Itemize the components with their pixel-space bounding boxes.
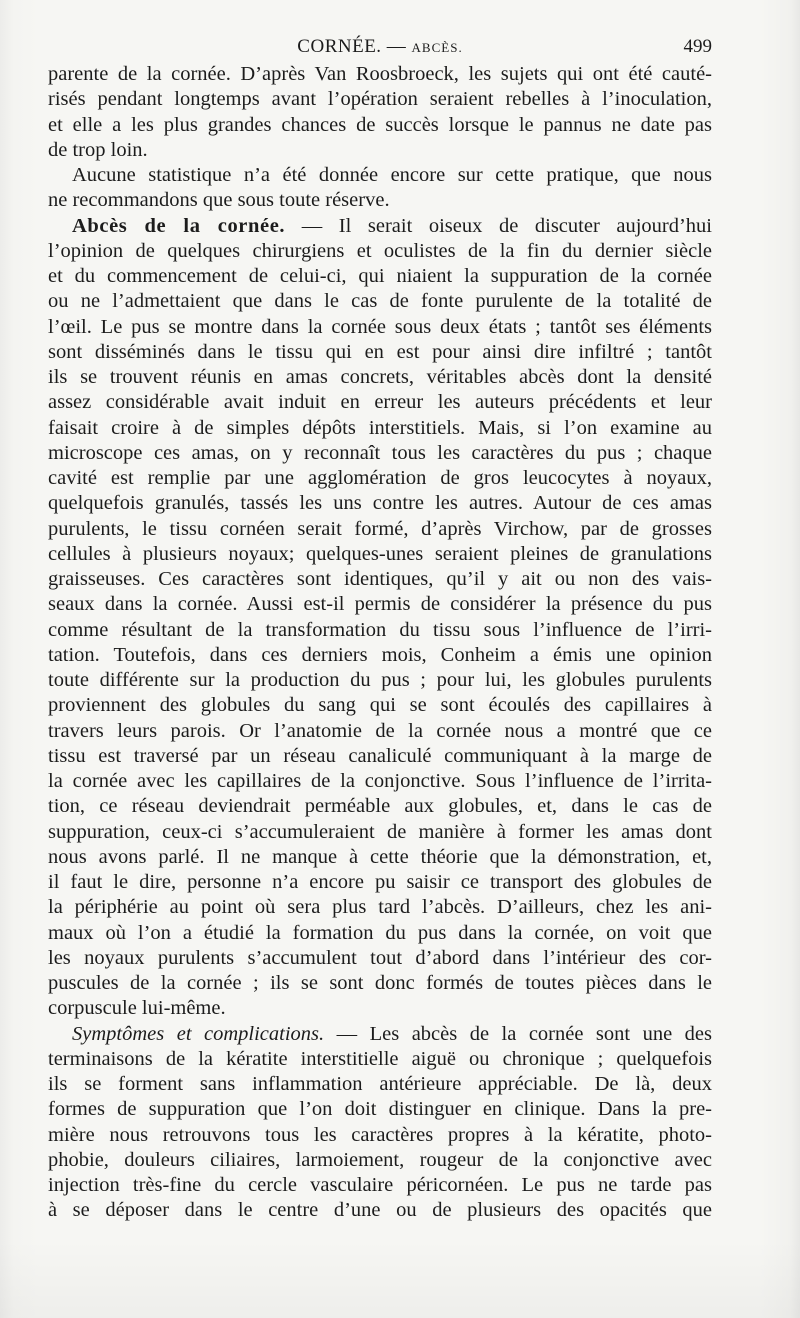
text-line: corpuscule lui-même. <box>48 997 226 1020</box>
page-lower-margin <box>0 1240 800 1318</box>
text-line: seaux dans la cornée. Aussi est-il permis de considérer la présence du pus <box>48 593 712 616</box>
running-title <box>48 34 712 61</box>
text-line: terminaisons de la kératite interstitielle aiguë ou chronique ; quelquefois <box>48 1047 712 1070</box>
text-line: il faut le dire, personne n’a encore pu saisir ce transport des globules de <box>48 871 712 893</box>
text-line: microscope ces amas, on y reconnaît tous les caractères du pus ; chaque <box>48 441 712 464</box>
running-title-main: CORNÉE. — <box>297 36 412 57</box>
page-number: 499 <box>683 36 712 57</box>
text-line: de trop loin. <box>48 138 148 161</box>
text-line: les noyaux purulents s’accumulent tout d’abord dans l’intérieur des cor- <box>48 946 712 969</box>
text-line-rest: — Il serait oiseux de discuter aujourd’hui <box>301 214 713 237</box>
paragraph-start-line <box>48 1022 712 1047</box>
text-line: Aucune statistique n’a été donnée encore sur cette pratique, que nous <box>72 164 712 186</box>
text-line: travers leurs parois. Or l’anatomie de la cornée nous a montré que ce <box>48 719 712 742</box>
text-line: la périphérie au point où sera plus tard l’abcès. D’ailleurs, chez les ani- <box>48 896 712 919</box>
running-head <box>48 34 712 60</box>
text-line: toute différente sur la production du pus ; pour lui, les globules purulents <box>48 669 712 691</box>
text-line: comme résultant de la transformation du tissu sous l’influence de l’irri- <box>48 618 712 641</box>
text-line: cavité est remplie par une agglomération de gros leucocytes à noyaux, <box>48 467 712 489</box>
section-heading-abces: Abcès de la cornée. <box>72 214 286 237</box>
text-line: l’œil. Le pus se montre dans la cornée sous deux états ; tantôt ses éléments <box>48 315 712 338</box>
text-line: phobie, douleurs ciliaires, larmoiement, rougeur de la conjonctive avec <box>48 1148 712 1171</box>
text-line: ils se forment sans inflammation antérieure appréciable. De là, deux <box>48 1073 712 1095</box>
text-line: graisseuses. Ces caractères sont identiques, qu’il y ait ou non des vais- <box>48 568 712 590</box>
paragraph-start-line <box>48 214 712 239</box>
text-line: ou ne l’admettaient que dans le cas de fonte purulente de la totalité de <box>48 290 712 313</box>
text-line: nous avons parlé. Il ne manque à cette théorie que la démonstration, et, <box>48 845 712 868</box>
text-line: et elle a les plus grandes chances de succès lorsque le pannus ne date pas <box>48 113 712 136</box>
text-line: tation. Toutefois, dans ces derniers mois, Conheim a émis une opinion <box>48 643 712 666</box>
text-line: risés pendant longtemps avant l’opération seraient rebelles à l’inoculation, <box>48 88 712 111</box>
text-line: purulents, le tissu cornéen serait formé, d’après Virchow, par de grosses <box>48 517 712 540</box>
text-line: maux où l’on a étudié la formation du pus dans la cornée, on voit que <box>48 921 712 944</box>
text-line: parente de la cornée. D’après Van Roosbroeck, les sujets qui ont été cauté- <box>48 63 712 85</box>
text-line: suppuration, ceux-ci s’accumuleraient de manière à former les amas dont <box>48 820 712 843</box>
text-line: cellules à plusieurs noyaux; quelques-unes seraient pleines de granulations <box>48 542 712 565</box>
text-line: tissu est traversé par un réseau canaliculé communiquant à la marge de <box>48 744 712 767</box>
text-line: injection très-fine du cercle vasculaire péricornéen. Le pus ne tarde pas <box>48 1174 712 1196</box>
body-text <box>48 62 712 1224</box>
text-line: puscules de la cornée ; ils se sont donc formés de toutes pièces dans le <box>48 972 712 994</box>
text-line: formes de suppuration que l’on doit distinguer en clinique. Dans la pre- <box>48 1098 712 1121</box>
text-line: ne recommandons que sous toute réserve. <box>48 189 390 212</box>
text-line: sont disséminés dans le tissu qui en est pour ainsi dire infiltré ; tantôt <box>48 340 712 363</box>
text-line: quelquefois granulés, tassés les uns contre les autres. Autour de ces amas <box>48 492 712 515</box>
text-line: proviennent des globules du sang qui se sont écoulés des capillaires à <box>48 694 712 717</box>
text-line: l’opinion de quelques chirurgiens et oculistes de la fin du dernier siècle <box>48 239 712 262</box>
text-line: tion, ce réseau deviendrait perméable aux globules, et, dans le cas de <box>48 795 712 818</box>
text-line: mière nous retrouvons tous les caractères propres à la kératite, photo- <box>48 1123 712 1146</box>
text-line: faisait croire à de simples dépôts interstitiels. Mais, si l’on examine au <box>48 416 712 439</box>
running-title-small: ABCÈS. <box>411 40 463 55</box>
text-line: assez considérable avait induit en erreur les auteurs précédents et leur <box>48 391 712 414</box>
text-line: et du commencement de celui-ci, qui niaient la suppuration de la cornée <box>48 265 712 287</box>
text-line-rest: — Les abcès de la cornée sont une des <box>336 1022 712 1045</box>
text-line: à se déposer dans le centre d’une ou de plusieurs des opacités que <box>48 1199 712 1222</box>
text-line: la cornée avec les capillaires de la conjonctive. Sous l’influence de l’irrita- <box>48 770 712 792</box>
section-heading-symptomes: Symptômes et complications. <box>72 1022 325 1045</box>
text-line: ils se trouvent réunis en amas concrets, véritables abcès dont la densité <box>48 366 712 388</box>
